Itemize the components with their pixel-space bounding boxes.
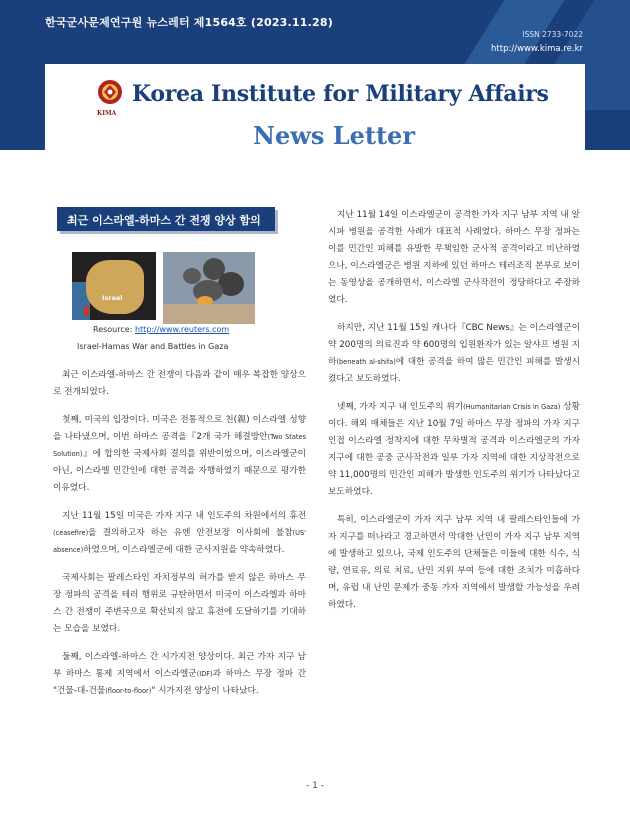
page-number: - 1 - — [306, 781, 324, 791]
website-url[interactable]: http://www.kima.re.kr — [491, 44, 583, 54]
paragraph: 지난 11월 14일 이스라엘군이 공격한 가자 지구 남부 지역 내 알 시파 병원을 공격한 사례가 대표적 사례였다. 하마스 무장 정파는 이를 민간인 피해를 유발한 무책임한 군사적 공격이라고 비난하였으나, 이스라엘군은 병원 지하에 있던 하마스 테러조직 본부로 보이는 동영상을 공개하면서, 이스라엘 군사작전이 정당하다고 주장하였다. — [328, 210, 580, 305]
gaza-smoke-photo — [163, 252, 255, 324]
paragraph: 최근 이스라엘-하마스 간 전쟁이 다음과 같이 매우 복잡한 양상으로 전개되었다. — [53, 370, 306, 397]
newsletter-issue-line: 한국군사문제연구원 뉴스레터 제1564호 (2023.11.28) — [45, 16, 333, 29]
paragraph: 하지만, 지난 11월 15일 캐나다『CBC News』는 이스라엘군이 약 200명의 의료진과 약 600명의 입원환자가 있는 알샤프 병원 지하(beneath al-shifa)에 대한 공격을 하여 많은 민간인 피해를 발생시켰다고 보도하였다. — [328, 323, 581, 384]
masthead — [45, 64, 585, 176]
paragraph: 특히, 이스라엘군이 가자 지구 남부 지역 내 팔레스타인들에 가자 지구를 떠나라고 경고하면서 막대한 난민이 가자 지구 남부 지역에 발생하고 있으나, 국제 인도주의 단체들은 이들에 대한 식수, 식량, 연료유, 의료 치료, 난민 지위 부여 등에 대한 조치가 미흡하다며, 유럽 내 난민 문제가 중동 가자 지역에서 발생할 가능성을 우려하였다. — [328, 515, 580, 610]
map-label: Israel — [102, 294, 123, 302]
paragraph: 첫째, 미국의 입장이다. 미국은 전통적으로 친(親) 이스라엘 성향을 나타냈으며, 이번 하마스 공격을『2개 국가 해결방안(Two States Solution)』에 합의한 국제사회 결의를 위반이었으며, 이스라엘군이 아닌, 이스라엘 민간인에 대한 공격을 자행하였기 때문으로 평가한 이유였다. — [53, 415, 307, 493]
issn-number: ISSN 2733-7022 — [522, 30, 583, 39]
institute-title: Korea Institute for Military Affairs — [132, 81, 549, 107]
paragraph: 국제사회는 팔레스타인 자치정부의 허가를 받지 않은 하마스 무장 정파의 공격을 테러 행위로 규탄하면서 미국이 이스라엘과 하마스 간 전쟁이 주변국으로 확산되지 않고 휴전에 도달하기를 기대하는 모습을 보였다. — [53, 573, 306, 634]
newsletter-subtitle: News Letter — [253, 121, 415, 150]
israel-map-image — [72, 252, 156, 320]
image-title-caption: Israel-Hamas War and Battles in Gaza — [77, 342, 229, 351]
paragraph: 넷째, 가자 지구 내 인도주의 위기(Humanitarian Crisis in Gaza) 상황이다. 해외 매체들은 지난 10월 7일 하마스 무장 정파의 가자 지구 인접 이스라엘 정착지에 대한 무차별적 공격과 이스라엘군의 가자 지구에 대한 공중 군사작전과 일부 가자 지역에 대한 지상작전으로 약 11,000명의 민간인 피해가 발생한 인도주의 위기가 나타났다고 보도하였다. — [328, 402, 581, 497]
source-link[interactable]: http://www.reuters.com — [134, 325, 230, 334]
city-skyline — [163, 304, 255, 324]
article-heading: 최근 이스라엘-하마스 간 전쟁 양상 함의 — [57, 207, 275, 231]
right-column — [328, 207, 580, 625]
image-source-caption — [93, 325, 229, 334]
left-column — [53, 367, 306, 711]
source-label: Resource: — [93, 325, 135, 334]
kima-logo-text: KIMA — [97, 110, 117, 117]
paragraph: 지난 11월 15일 미국은 가자 지구 내 인도주의 차원에서의 휴전(ceasefire)을 결의하고자 하는 유엔 안전보장 이사회에 불참(US' absence)하였으며, 이스라엘군에 대한 군사지원을 약속하였다. — [53, 511, 306, 555]
paragraph: 둘째, 이스라엘-하마스 간 시가지전 양상이다. 최근 가자 지구 남부 하마스 통제 지역에서 이스라엘군(IDF)과 하마스 무장 정파 간 "건물-대-건물(floor-to-floor)" 시가지전 양상이 나타났다. — [53, 652, 306, 696]
map-gaza-marker — [84, 306, 89, 316]
map-land — [86, 260, 144, 314]
